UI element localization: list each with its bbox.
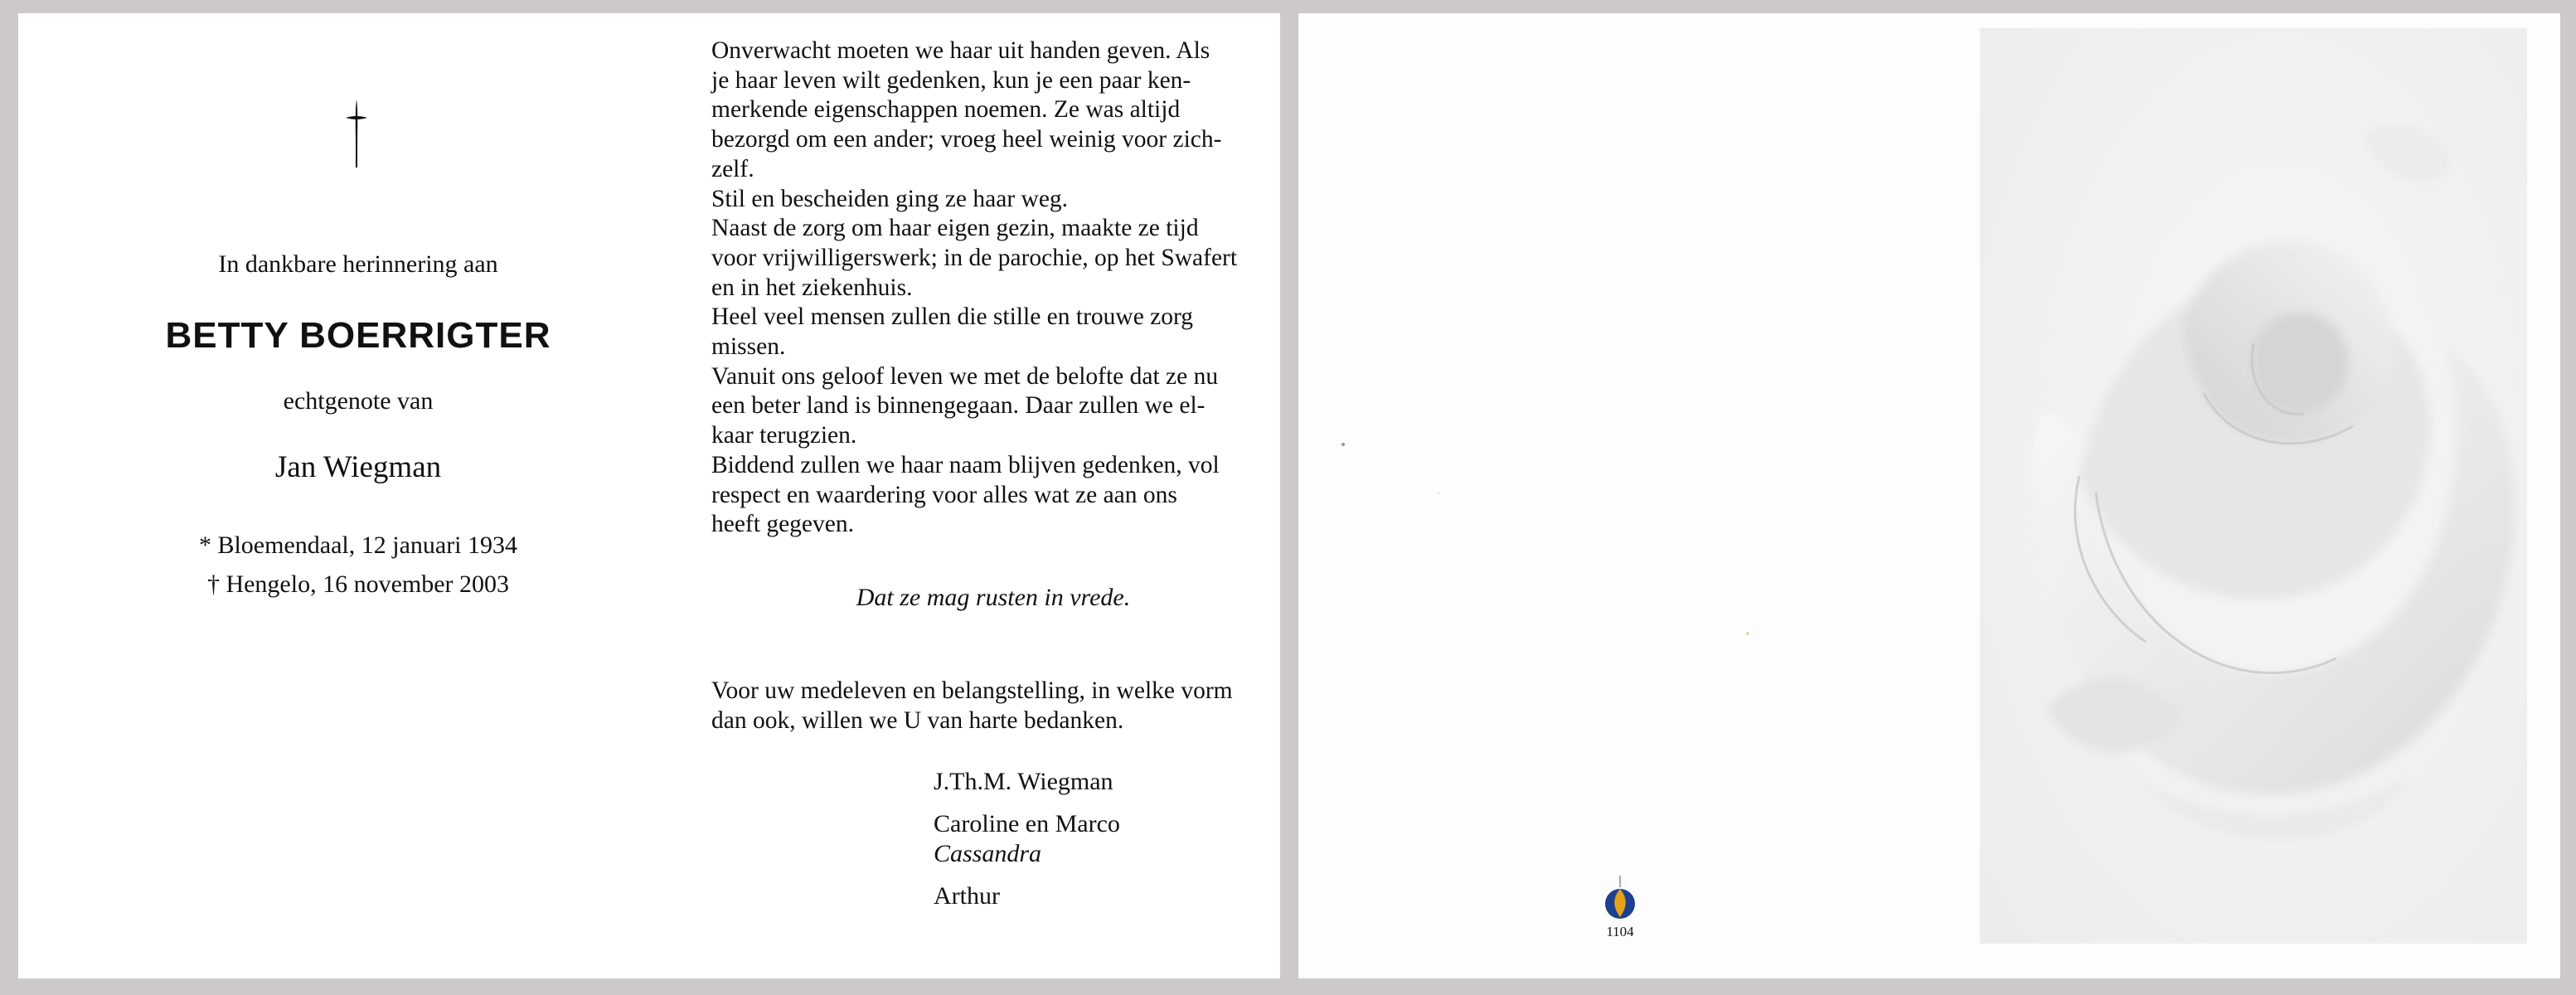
text-line: bezorgd om een ander; vroeg heel weinig voor zich- — [711, 126, 1222, 153]
spouse-name: Jan Wiegman — [274, 450, 442, 484]
signer-line: Arthur — [934, 882, 1000, 910]
card-inner-right-page — [1298, 13, 2560, 978]
spouse-label: echtgenote van — [283, 387, 434, 415]
text-line: en in het ziekenhuis. — [711, 274, 913, 301]
thanks-text — [711, 677, 1275, 735]
birth-line: * Bloemendaal, 12 januari 1934 — [198, 531, 518, 559]
text-line: voor vrijwilligerswerk; in de parochie, op het Swafert — [711, 244, 1238, 271]
paper-speck — [1341, 443, 1345, 446]
signer-line: J.Th.M. Wiegman — [934, 768, 1113, 795]
text-line: je haar leven wilt gedenken, kun je een paar ken- — [711, 66, 1191, 94]
text-line: merkende eigenschappen noemen. Ze was altijd — [711, 96, 1181, 124]
cross-icon — [336, 96, 377, 171]
text-line: heeft gegeven. — [711, 511, 854, 538]
intro-text: In dankbare herinnering aan — [218, 250, 498, 278]
text-line: kaar terugzien. — [711, 422, 857, 449]
text-line: Biddend zullen we haar naam blijven gedenken, vol — [711, 451, 1220, 478]
paper-speck — [1746, 632, 1749, 635]
thanks-line: Voor uw medeleven en belangstelling, in welke vorm — [711, 677, 1233, 704]
rose-photo — [1980, 28, 2527, 944]
dates-block — [93, 526, 623, 604]
motto-text: Dat ze mag rusten in vrede. — [856, 584, 1131, 611]
text-line: Stil en bescheiden ging ze haar weg. — [711, 185, 1069, 212]
memorial-text — [711, 36, 1275, 540]
flame-drop-logo-icon — [1602, 876, 1638, 925]
paper-speck — [1438, 493, 1439, 494]
text-line: Naast de zorg om haar eigen gezin, maakte ze tijd — [711, 215, 1199, 242]
text-line: Heel veel mensen zullen die stille en trouwe zorg — [711, 303, 1194, 331]
text-line: respect en waardering voor alles wat ze aan ons — [711, 481, 1177, 508]
signer-line: Caroline en Marco — [934, 810, 1120, 837]
text-line: Vanuit ons geloof leven we met de belofte dat ze nu — [711, 362, 1219, 390]
text-line: zelf. — [711, 155, 754, 182]
text-line: missen. — [711, 333, 786, 361]
card-code: 1104 — [1606, 924, 1634, 939]
white-rose-image — [1980, 28, 2527, 944]
card-inner-left-page — [18, 13, 1280, 978]
text-line: een beter land is binnengegaan. Daar zullen we el- — [711, 392, 1206, 420]
thanks-line: dan ook, willen we U van harte bedanken. — [711, 706, 1124, 734]
text-line: Onverwacht moeten we haar uit handen geven. Als — [711, 37, 1210, 64]
death-line: † Hengelo, 16 november 2003 — [206, 570, 510, 598]
deceased-name: BETTY BOERRIGTER — [165, 315, 551, 356]
signer-line: Cassandra — [934, 840, 1042, 867]
